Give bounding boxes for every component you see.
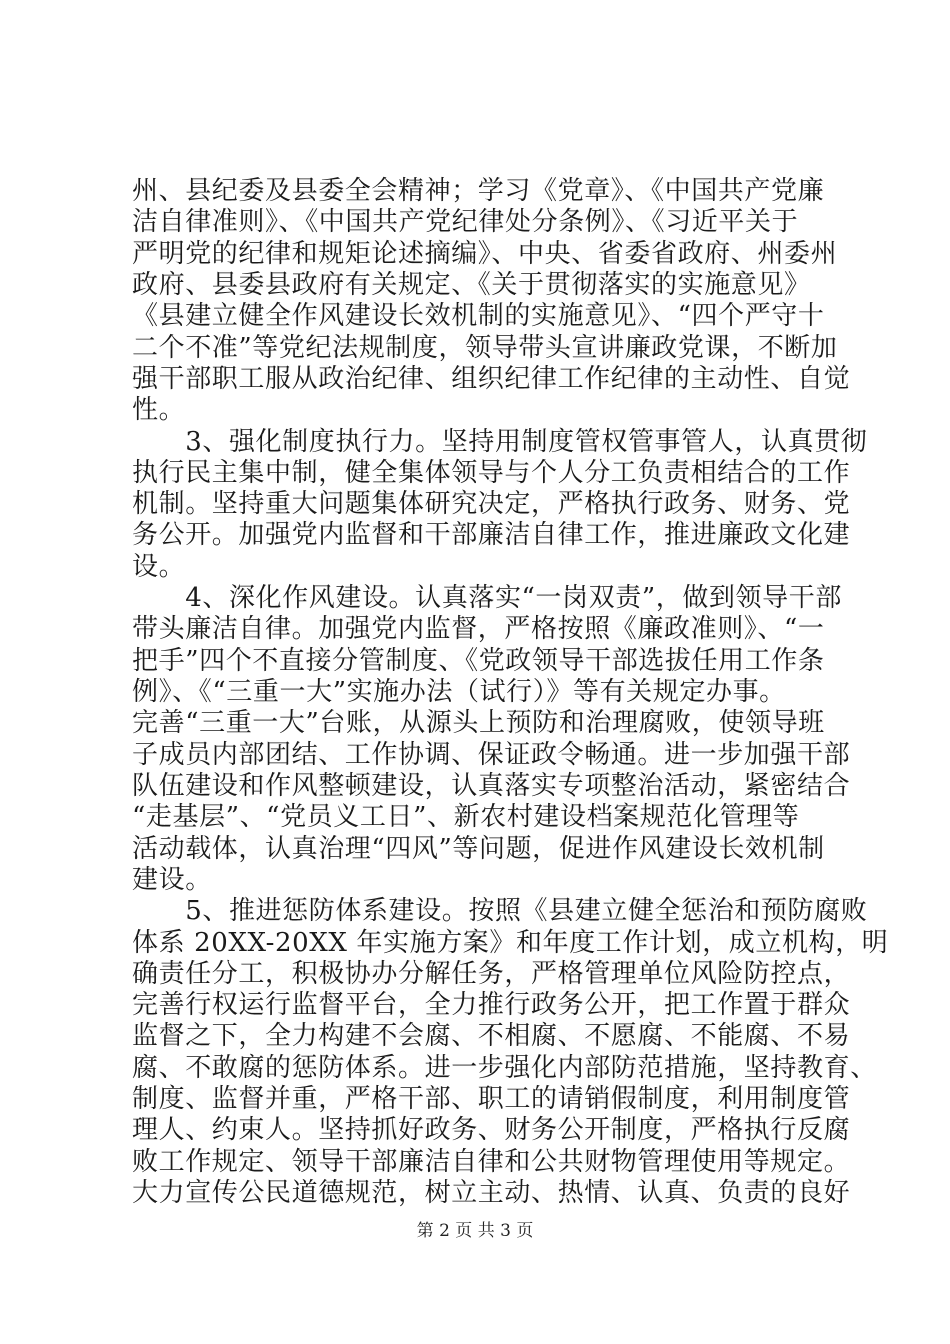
text-line: 败工作规定、领导干部廉洁自律和公共财物管理使用等规定。	[132, 1147, 851, 1177]
text-line: 政府、县委县政府有关规定、《关于贯彻落实的实施意见》	[132, 270, 811, 300]
text-line: 监督之下，全力构建不会腐、不相腐、不愿腐、不能腐、不易	[132, 1021, 851, 1051]
text-line: 腐、不敢腐的惩防体系。进一步强化内部防范措施，坚持教育、	[132, 1053, 877, 1083]
text-line: 例》、《“三重一大”实施办法（试行）》等有关规定办事。	[132, 677, 786, 707]
text-line: 州、县纪委及县委全会精神；学习《党章》、《中国共产党廉	[132, 176, 825, 206]
text-line: 5、推进惩防体系建设。按照《县建立健全惩治和预防腐败	[132, 896, 868, 926]
text-line: 确责任分工，积极协办分解任务，严格管理单位风险防控点，	[132, 959, 851, 989]
text-line: 活动载体，认真治理“四风”等问题，促进作风建设长效机制	[132, 834, 825, 864]
text-line: 强干部职工服从政治纪律、组织纪律工作纪律的主动性、自觉	[132, 364, 851, 394]
text-line: 《县建立健全作风建设长效机制的实施意见》、“四个严守十	[132, 301, 825, 331]
text-line: 性。	[132, 395, 186, 425]
text-line: 建设。	[132, 865, 212, 895]
text-line: 带头廉洁自律。加强党内监督，严格按照《廉政准则》、“一	[132, 614, 825, 644]
text-line: 3、强化制度执行力。坚持用制度管权管事管人，认真贯彻	[132, 427, 868, 457]
text-line: 执行民主集中制，健全集体领导与个人分工负责相结合的工作	[132, 458, 851, 488]
text-line: 队伍建设和作风整顿建设，认真落实专项整治活动，紧密结合	[132, 771, 851, 801]
text-line: 洁自律准则》、《中国共产党纪律处分条例》、《习近平关于	[132, 207, 799, 237]
text-line: 机制。坚持重大问题集体研究决定，严格执行政务、财务、党	[132, 489, 851, 519]
text-line: 完善行权运行监督平台，全力推行政务公开，把工作置于群众	[132, 990, 851, 1020]
text-line: 子成员内部团结、工作协调、保证政令畅通。进一步加强干部	[132, 740, 851, 770]
text-line: “走基层”、“党员义工日”、新农村建设档案规范化管理等	[132, 802, 800, 832]
page-footer: 第 2 页 共 3 页	[416, 1221, 534, 1241]
text-line: 4、深化作风建设。认真落实“一岗双责”，做到领导干部	[132, 583, 842, 613]
text-line: 大力宣传公民道德规范，树立主动、热情、认真、负责的良好	[132, 1178, 851, 1208]
text-line: 务公开。加强党内监督和干部廉洁自律工作，推进廉政文化建	[132, 520, 851, 550]
text-line: 把手”四个不直接分管制度、《党政领导干部选拔任用工作条	[132, 646, 825, 676]
text-line: 二个不准”等党纪法规制度，领导带头宣讲廉政党课，不断加	[132, 333, 838, 363]
text-line: 理人、约束人。坚持抓好政务、财务公开制度，严格执行反腐	[132, 1115, 851, 1145]
text-line: 严明党的纪律和规矩论述摘编》、中央、省委省政府、州委州	[132, 239, 838, 269]
text-line: 制度、监督并重，严格干部、职工的请销假制度，利用制度管	[132, 1084, 851, 1114]
text-line: 完善“三重一大”台账，从源头上预防和治理腐败，使领导班	[132, 708, 825, 738]
text-line: 体系 20XX-20XX 年实施方案》和年度工作计划，成立机构，明	[132, 928, 889, 958]
text-line: 设。	[132, 552, 186, 582]
